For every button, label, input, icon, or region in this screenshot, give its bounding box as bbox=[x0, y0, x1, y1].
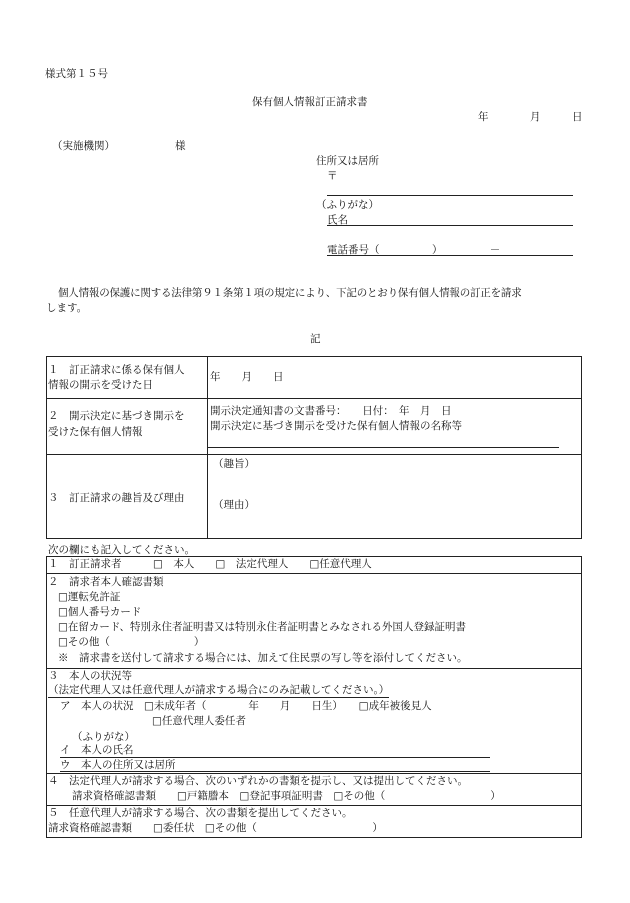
name-label: 氏名 bbox=[327, 214, 348, 226]
agency-honorific: 様 bbox=[175, 140, 186, 152]
legal-agent-line-2[interactable]: 請求資格確認書類 □戸籍謄本 □登記事項証明書 □その他（ ） bbox=[72, 790, 501, 802]
row2-value-2[interactable]: 開示決定に基づき開示を受けた保有個人情報の名称等 bbox=[210, 420, 462, 432]
ki-label: 記 bbox=[310, 333, 321, 345]
date-year: 年 bbox=[478, 111, 489, 123]
row3-label: ３ 訂正請求の趣旨及び理由 bbox=[48, 492, 185, 504]
form-number: 様式第１５号 bbox=[45, 68, 108, 80]
t2-div-1 bbox=[46, 573, 582, 574]
intro-line-2: します。 bbox=[46, 302, 88, 314]
id-doc-license[interactable]: □運転免許証 bbox=[58, 591, 121, 603]
row2-value-line bbox=[207, 447, 559, 448]
id-doc-mynumber[interactable]: □個人番号カード bbox=[58, 606, 142, 618]
status-line-1[interactable]: ア 本人の状況 □未成年者（ 年 月 日生） □成年被後見人 bbox=[60, 700, 432, 712]
id-doc-residence[interactable]: □在留カード、特別永住者証明書又は特別永住者証明書とみなされる外国人登録証明書 bbox=[58, 621, 466, 633]
address-label: 住所又は居所 bbox=[316, 155, 379, 167]
legal-agent-line-1: ４ 法定代理人が請求する場合、次のいずれかの書類を提示し、又は提出してください。 bbox=[48, 775, 468, 787]
furigana-label: （ふりがな） bbox=[316, 199, 379, 211]
row2-label-2: 受けた保有個人情報 bbox=[48, 426, 143, 438]
page-title: 保有個人情報訂正請求書 bbox=[252, 96, 368, 108]
principal-furigana: （ふりがな） bbox=[72, 731, 135, 743]
row1-label-2: 情報の開示を受けた日 bbox=[48, 379, 153, 391]
row1-label-1: １ 訂正請求に係る保有個人 bbox=[48, 364, 185, 376]
name-line[interactable] bbox=[327, 225, 573, 226]
row2-label-1: ２ 開示決定に基づき開示を bbox=[48, 410, 185, 422]
phone-line[interactable] bbox=[327, 255, 573, 256]
address-line[interactable] bbox=[327, 195, 573, 196]
postal-mark: 〒 bbox=[327, 170, 338, 182]
voluntary-agent-line-1: ５ 任意代理人が請求する場合、次の書類を提出してください。 bbox=[48, 807, 353, 819]
status-heading: ３ 本人の状況等 bbox=[48, 670, 132, 682]
date-month: 月 bbox=[530, 111, 541, 123]
principal-address-line[interactable] bbox=[60, 771, 490, 772]
principal-address-label: ウ 本人の住所又は居所 bbox=[60, 759, 176, 771]
row2-value-1[interactable]: 開示決定通知書の文書番号： 日付： 年 月 日 bbox=[210, 405, 452, 417]
agency-label: （実施機関） bbox=[52, 140, 115, 152]
id-docs-heading: ２ 請求者本人確認書類 bbox=[48, 576, 164, 588]
status-subheading: （法定代理人又は任意代理人が請求する場合にのみ記載してください。） bbox=[48, 684, 390, 696]
status-line-2[interactable]: □任意代理人委任者 bbox=[152, 715, 246, 727]
principal-name-label: イ 本人の氏名 bbox=[60, 744, 134, 756]
date-day: 日 bbox=[572, 111, 583, 123]
row-divider-1 bbox=[46, 398, 582, 399]
voluntary-agent-line-2[interactable]: 請求資格確認書類 □委任状 □その他（ ） bbox=[48, 822, 383, 834]
requester-type[interactable]: １ 訂正請求者 □ 本人 □ 法定代理人 □任意代理人 bbox=[48, 558, 372, 570]
row-divider-2 bbox=[46, 454, 582, 455]
disclosure-date-value[interactable]: 年 月 日 bbox=[210, 371, 284, 383]
intro-line-1: 個人情報の保護に関する法律第９１条第１項の規定により、下記のとおり保有個人情報の訂正を請求 bbox=[58, 287, 522, 299]
reason-field[interactable]: （理由） bbox=[213, 499, 255, 511]
phone-label: 電話番号（ ） － bbox=[327, 244, 501, 256]
continuation-note: 次の欄にも記入してください。 bbox=[48, 544, 195, 556]
purpose-field[interactable]: （趣旨） bbox=[213, 458, 255, 470]
id-docs-note: ※ 請求書を送付して請求する場合には、加えて住民票の写し等を添付してください。 bbox=[58, 652, 468, 664]
id-doc-other[interactable]: □その他（ ） bbox=[58, 636, 205, 648]
